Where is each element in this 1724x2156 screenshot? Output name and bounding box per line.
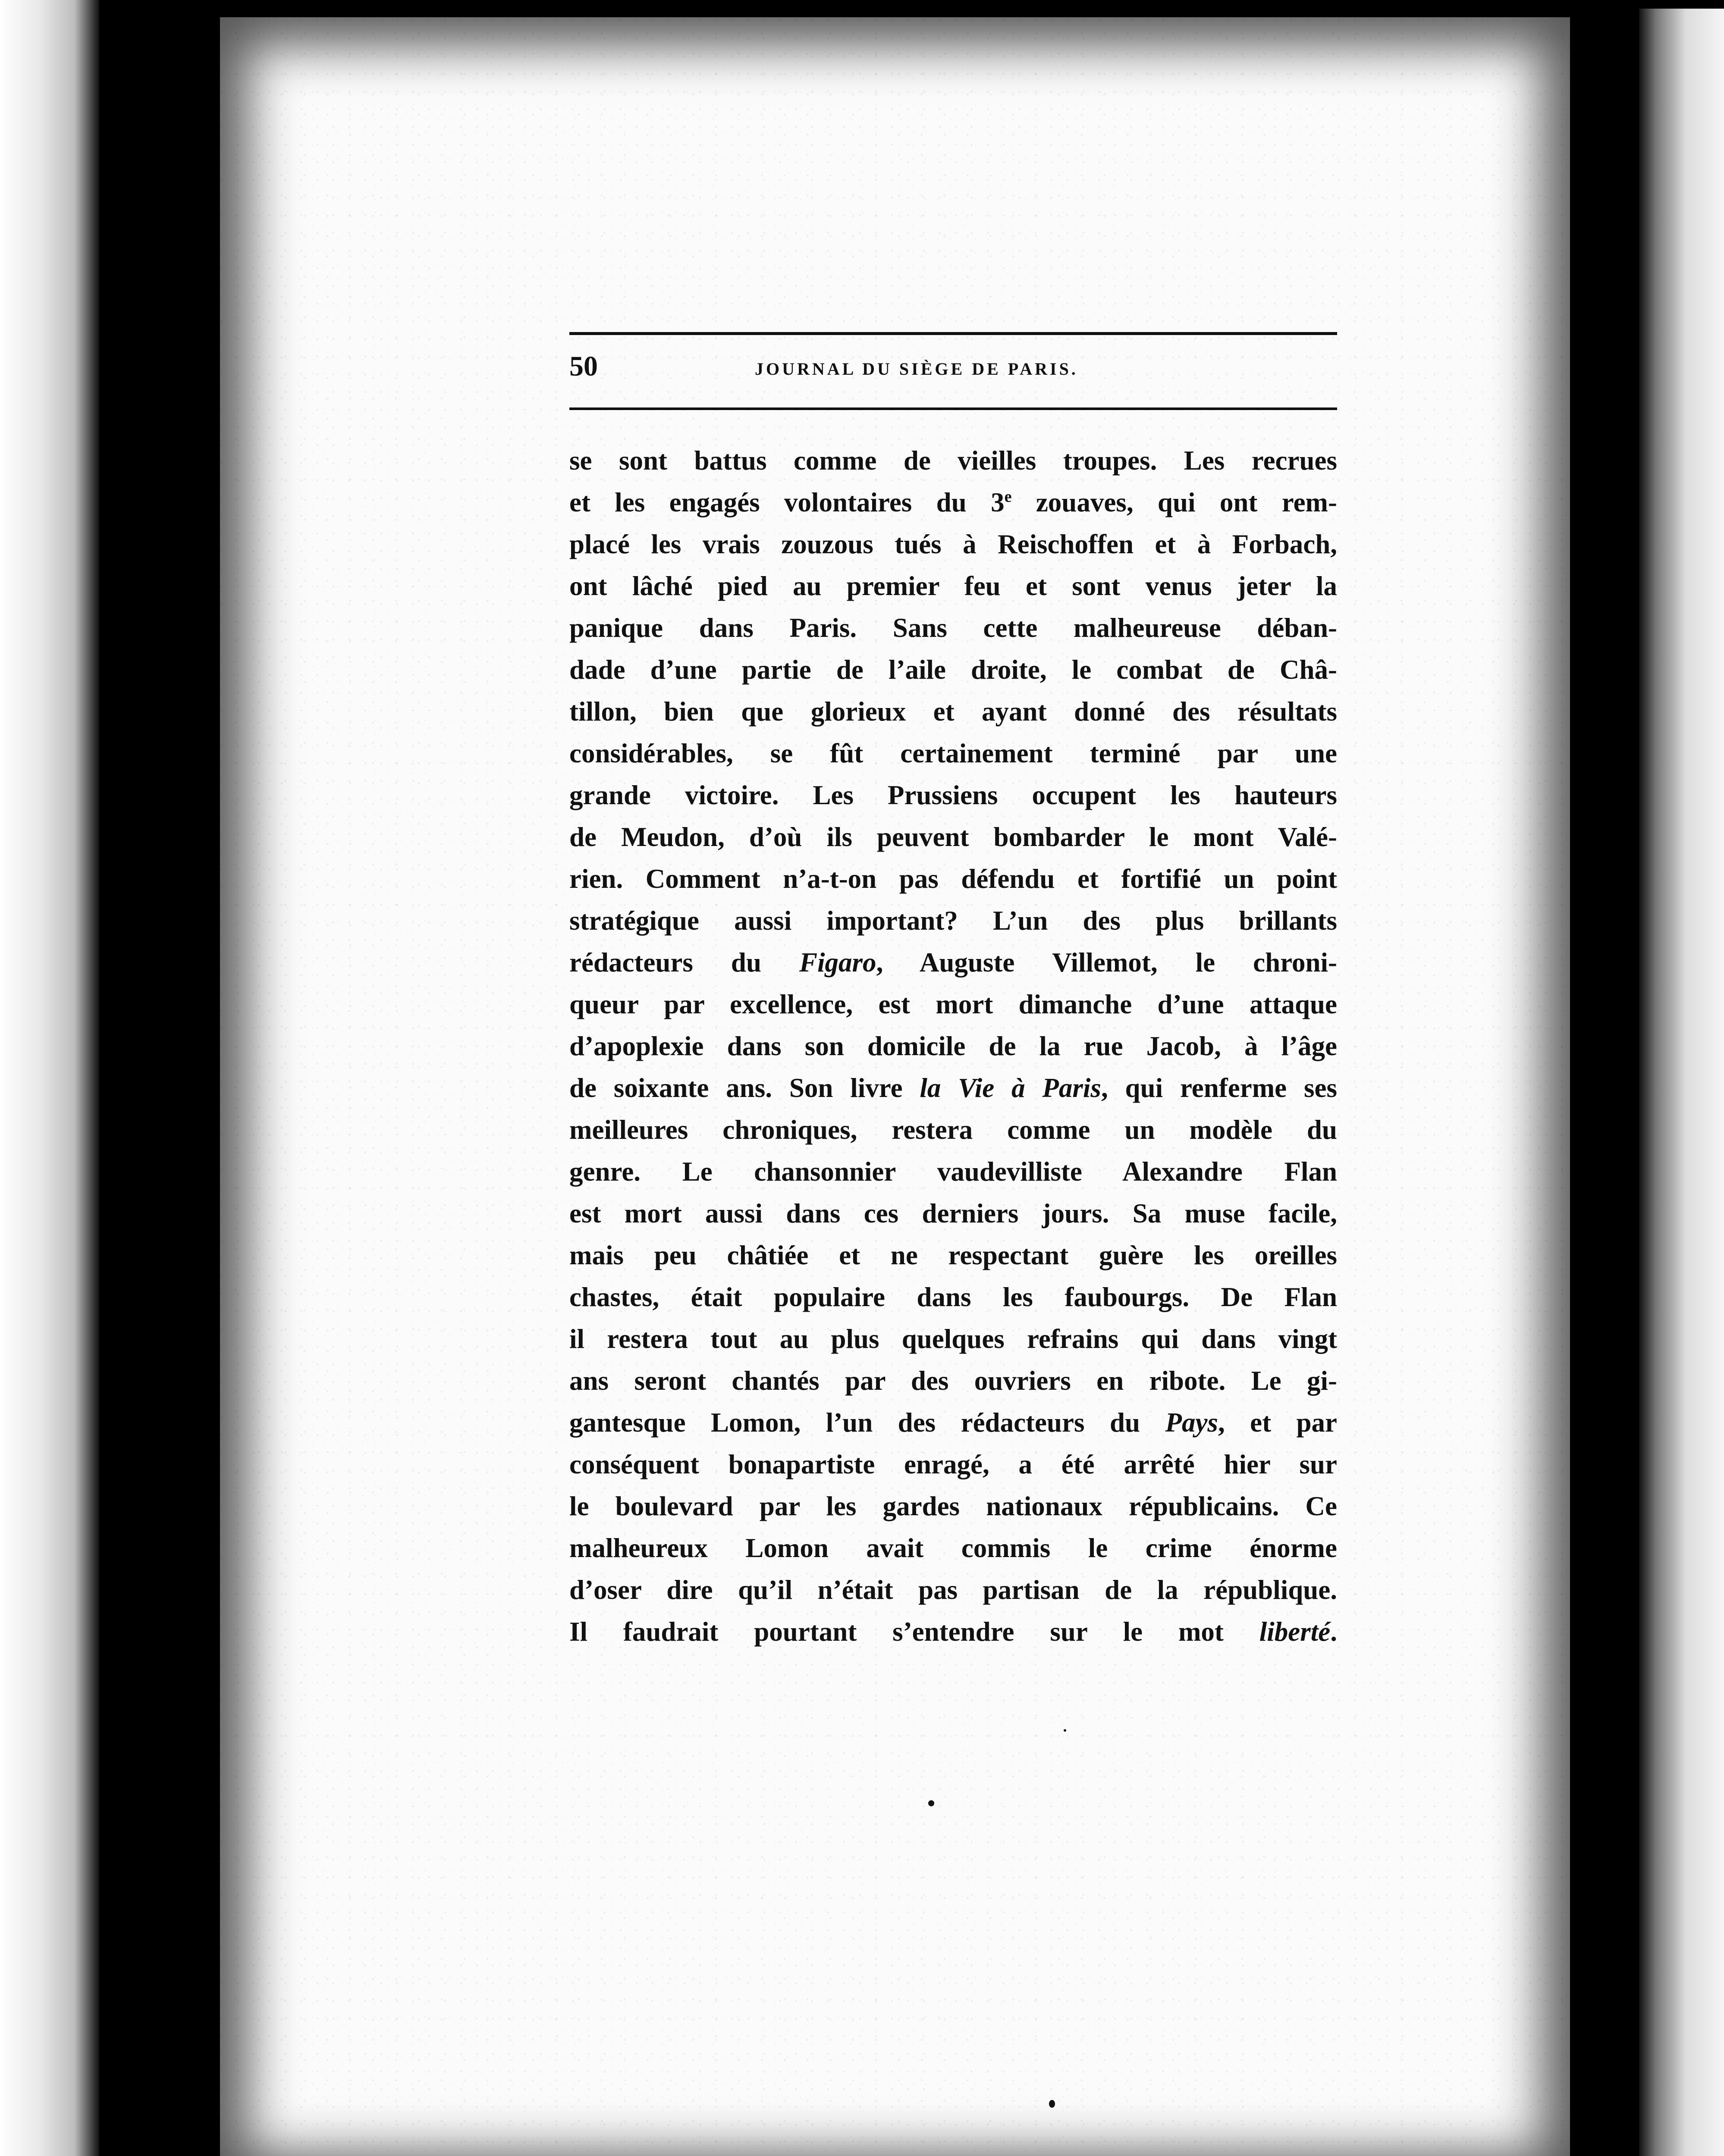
text-line [569, 1151, 1337, 1193]
speck-mark [928, 1800, 934, 1806]
text-line [569, 1235, 1337, 1276]
text-segment: de Meudon, d’où ils peuvent bombarder le mont Valé- [569, 822, 1337, 852]
text-line [569, 1402, 1337, 1444]
text-segment: queur par excellence, est mort dimanche d’une attaque [569, 989, 1337, 1019]
text-line [569, 733, 1337, 774]
text-line [569, 1485, 1337, 1527]
text-segment: placé les vrais zouzous tués à Reischoffen et à Forbach, [569, 529, 1337, 559]
page-number: 50 [569, 351, 598, 382]
text-segment: il restera tout au plus quelques refrains qui dans vingt [569, 1324, 1337, 1354]
text-segment: gantesque Lomon, l’un des rédacteurs du [569, 1407, 1165, 1438]
text-line [569, 774, 1337, 816]
italic-text: la Vie à Paris [920, 1073, 1101, 1103]
text-line [569, 565, 1337, 607]
header-rule-top [569, 332, 1337, 335]
text-line [569, 1067, 1337, 1109]
text-line [569, 691, 1337, 733]
speck-mark [1049, 2100, 1055, 2108]
text-segment: se sont battus comme de vieilles troupes. Les recrues [569, 445, 1337, 476]
text-segment: ont lâché pied au premier feu et sont venus jeter la [569, 571, 1337, 601]
text-segment: , qui renferme ses [1101, 1073, 1337, 1103]
text-segment: genre. Le chansonnier vaudevilliste Alexandre Flan [569, 1156, 1337, 1187]
text-segment: malheureux Lomon avait commis le crime énorme [569, 1533, 1337, 1563]
text-segment: rien. Comment n’a-t-on pas défendu et fortifié un point [569, 864, 1337, 894]
text-segment: est mort aussi dans ces derniers jours. Sa muse facile, [569, 1198, 1337, 1228]
running-title: JOURNAL DU SIÈGE DE PARIS. [755, 359, 1078, 379]
speck-mark [1064, 1729, 1066, 1732]
text-line [569, 816, 1337, 858]
text-segment: meilleures chroniques, restera comme un modèle du [569, 1115, 1337, 1145]
text-segment: et les engagés volontaires du 3 [569, 487, 1005, 517]
superscript-text: e [1004, 488, 1012, 506]
text-segment: le boulevard par les gardes nationaux républicains. Ce [569, 1491, 1337, 1521]
text-segment: considérables, se fût certainement terminé par une [569, 738, 1337, 768]
italic-text: Pays [1165, 1407, 1218, 1438]
text-segment: rédacteurs du [569, 947, 800, 978]
text-line [569, 1318, 1337, 1360]
text-segment: d’apoplexie dans son domicile de la rue Jacob, à l’âge [569, 1031, 1337, 1061]
body-paragraph [569, 440, 1337, 1653]
text-segment: grande victoire. Les Prussiens occupent les hauteurs [569, 780, 1337, 810]
text-line [569, 1193, 1337, 1235]
text-segment: dade d’une partie de l’aile droite, le combat de Châ- [569, 655, 1337, 685]
text-line [569, 649, 1337, 691]
text-segment: Il faudrait pourtant s’entendre sur le mot [569, 1617, 1259, 1647]
text-line [569, 858, 1337, 900]
text-segment: de soixante ans. Son livre [569, 1073, 920, 1103]
text-line [569, 900, 1337, 942]
text-segment: tillon, bien que glorieux et ayant donné des résultats [569, 696, 1337, 727]
italic-text: Figaro [799, 947, 876, 978]
text-line [569, 1109, 1337, 1151]
text-line [569, 1025, 1337, 1067]
text-segment: conséquent bonapartiste enragé, a été arrêté hier sur [569, 1449, 1337, 1479]
text-line [569, 607, 1337, 649]
text-segment: panique dans Paris. Sans cette malheureuse déban- [569, 613, 1337, 643]
header-rule-bottom [569, 407, 1337, 410]
text-segment: , et par [1218, 1407, 1337, 1438]
text-segment: . [1330, 1617, 1337, 1647]
text-line [569, 1276, 1337, 1318]
text-line [569, 523, 1337, 565]
text-segment: mais peu châtiée et ne respectant guère les oreilles [569, 1240, 1337, 1270]
text-line [569, 942, 1337, 984]
text-line [569, 1360, 1337, 1402]
italic-text: liberté [1259, 1617, 1331, 1647]
text-line [569, 1611, 1337, 1653]
text-line [569, 984, 1337, 1025]
scan-left-margin [0, 0, 99, 2156]
text-segment: d’oser dire qu’il n’était pas partisan de la république. [569, 1575, 1337, 1605]
text-line [569, 1527, 1337, 1569]
text-line [569, 482, 1337, 523]
text-segment: zouaves, qui ont rem- [1011, 487, 1337, 517]
next-page-edge [1639, 9, 1724, 2156]
running-head [569, 350, 1337, 385]
text-segment: , Auguste Villemot, le chroni- [876, 947, 1337, 978]
text-segment: stratégique aussi important? L’un des plus brillants [569, 906, 1337, 936]
text-line [569, 1444, 1337, 1485]
text-line [569, 1569, 1337, 1611]
text-line [569, 440, 1337, 482]
text-segment: chastes, était populaire dans les faubourgs. De Flan [569, 1282, 1337, 1312]
text-segment: ans seront chantés par des ouvriers en ribote. Le gi- [569, 1366, 1337, 1396]
